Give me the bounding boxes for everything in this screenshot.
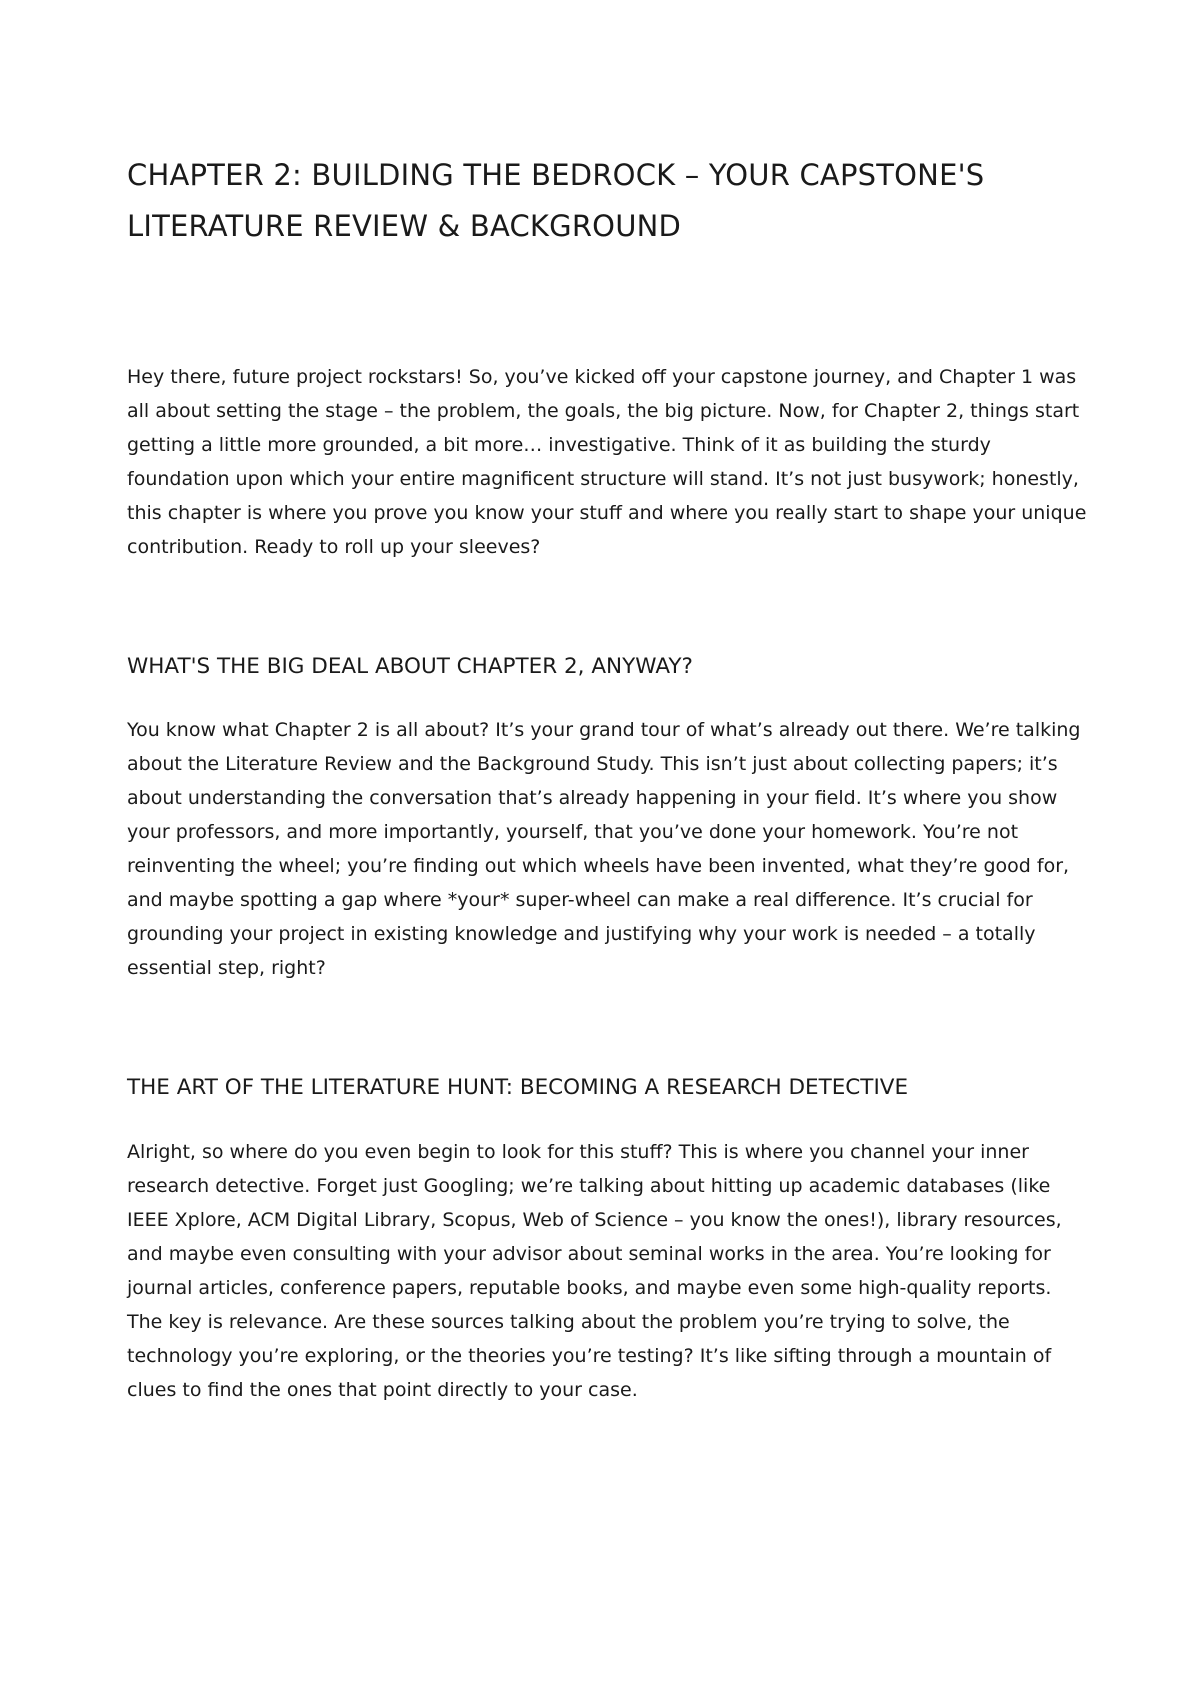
intro-paragraph: Hey there, future project rockstars! So, you’ve kicked off your capstone journey, and Chapter 1 was all about setting the stage – the problem, the goals, the big picture. Now, for Chapter 2, things start getting a little more grounded, a bit more… investigative. Think of it as building the sturdy foundation upon which your entire magnificent structure will stand. It’s not just busywork; honestly, this chapter is where you prove you know your stuff and where you really start to shape your unique contribution. Ready to roll up your sleeves? <box>127 366 1087 558</box>
section-heading-big-deal: WHAT'S THE BIG DEAL ABOUT CHAPTER 2, ANYWAY? <box>127 654 693 679</box>
section-body-big-deal: You know what Chapter 2 is all about? It’s your grand tour of what’s already out there. We’re talking about the Literature Review and the Background Study. This isn’t just about collecting papers; it’s about understanding the conversation that’s already happening in your field. It’s where you show your professors, and more importantly, yourself, that you’ve done your homework. You’re not reinventing the wheel; you’re finding out which wheels have been invented, what they’re good for, and maybe spotting a gap where *your* super-wheel can make a real difference. It’s crucial for grounding your project in existing knowledge and justifying why your work is needed – a totally essential step, right? <box>127 719 1081 979</box>
section-heading-literature-hunt: THE ART OF THE LITERATURE HUNT: BECOMING A RESEARCH DETECTIVE <box>127 1075 909 1100</box>
document-page <box>127 150 1087 1407</box>
section-body-literature-hunt: Alright, so where do you even begin to look for this stuff? This is where you channel your inner research detective. Forget just Googling; we’re talking about hitting up academic databases (like IEEE Xplore, ACM Digital Library, Scopus, Web of Science – you know the ones!), library resources, and maybe even consulting with your advisor about seminal works in the area. You’re looking for journal articles, conference papers, reputable books, and maybe even some high-quality reports. The key is relevance. Are these sources talking about the problem you’re trying to solve, the technology you’re exploring, or the theories you’re testing? It’s like sifting through a mountain of clues to find the ones that point directly to your case. <box>127 1141 1062 1401</box>
chapter-title: CHAPTER 2: BUILDING THE BEDROCK – YOUR CAPSTONE'S LITERATURE REVIEW & BACKGROUND <box>127 158 985 243</box>
